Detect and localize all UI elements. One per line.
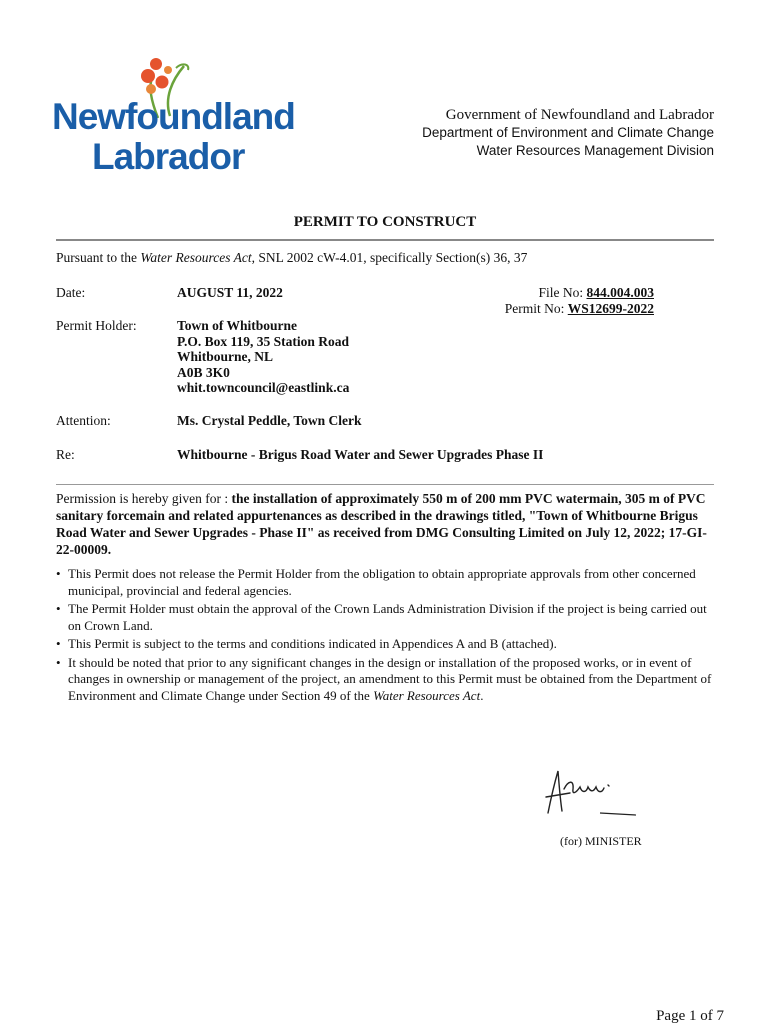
permit-holder-label: Permit Holder:	[56, 318, 137, 333]
permission-statement: Permission is hereby given for : the installation of approximately 550 m of 200 mm PVC watermain, 305 m of PVC sanitary forcemain and related appurtenances as described in the drawings titled, "Town of Whitbourne Brigus Road Water and Sewer Upgrades - Phase II" as received from DMG Consulting Limited on July 12, 2022; 17-GI-22-00009.	[56, 491, 707, 557]
list-item: • This Permit is subject to the terms and conditions indicated in Appendices A and B (attached).	[56, 636, 557, 651]
attention-label: Attention:	[56, 413, 111, 428]
attention-value: Ms. Crystal Peddle, Town Clerk	[177, 413, 362, 428]
file-reference: File No: 844.004.003 Permit No: WS12699-2022	[504, 285, 654, 316]
list-item: • The Permit Holder must obtain the approval of the Crown Lands Administration Division if the project is being carried out on Crown Land.	[56, 601, 707, 633]
division-name: Water Resources Management Division	[476, 143, 714, 158]
permit-holder-address	[177, 318, 349, 396]
issuing-authority	[422, 106, 714, 160]
government-name: Government of Newfoundland and Labrador	[445, 107, 714, 123]
section-divider	[56, 484, 714, 485]
list-item: • It should be noted that prior to any significant changes in the design or installation of the proposed works, or in event of changes in ownership or management of the project, an amendment to this Permit must be obtained from the Department of Environment and Climate Change under Section 49 of the Water Resources Act.	[56, 654, 712, 703]
minister-signature	[540, 763, 660, 823]
holder-city: Whitbourne, NL	[177, 349, 274, 364]
re-value: Whitbourne - Brigus Road Water and Sewer Upgrades Phase II	[177, 447, 544, 462]
minister-signature-label: (for) MINISTER	[560, 834, 642, 848]
holder-name: Town of Whitbourne	[177, 318, 298, 333]
permission-scope: the installation of approximately 550 m of 200 mm PVC watermain, 305 m of PVC sanitary forcemain and related appurtenances as described in the drawings titled, "Town of Whitbourne Brigus Road Water and Sewer Upgrades - Phase II" as received from DMG Consulting Limited on July 12, 2022; 17-GI-22-00009.	[56, 491, 707, 557]
file-number: 844.004.003	[586, 285, 654, 300]
logo-newfoundland-text: Newfoundland	[52, 96, 295, 137]
date-value: AUGUST 11, 2022	[177, 285, 283, 300]
list-item: • This Permit does not release the Permit Holder from the obligation to obtain appropriate approvals from other concerned municipal, provincial and federal agencies.	[56, 566, 696, 598]
document-title: PERMIT TO CONSTRUCT	[293, 214, 477, 230]
holder-postal-code: A0B 3K0	[177, 364, 230, 380]
title-divider	[56, 239, 714, 241]
department-name: Department of Environment and Climate Change	[422, 125, 714, 140]
newfoundland-labrador-logo	[52, 58, 295, 178]
holder-email: whit.towncouncil@eastlink.ca	[177, 380, 350, 395]
re-label: Re:	[56, 447, 75, 462]
pursuant-statement: Pursuant to the Water Resources Act, SNL 2002 cW-4.01, specifically Section(s) 36, 37	[56, 250, 528, 265]
conditions-list	[56, 566, 716, 706]
page-number: Page 1 of 7	[656, 1008, 724, 1024]
permit-number: WS12699-2022	[567, 301, 654, 316]
logo-labrador-text: Labrador	[92, 136, 245, 177]
act-name: Water Resources Act	[140, 250, 252, 265]
date-label: Date:	[56, 285, 86, 300]
holder-street: P.O. Box 119, 35 Station Road	[177, 333, 350, 349]
